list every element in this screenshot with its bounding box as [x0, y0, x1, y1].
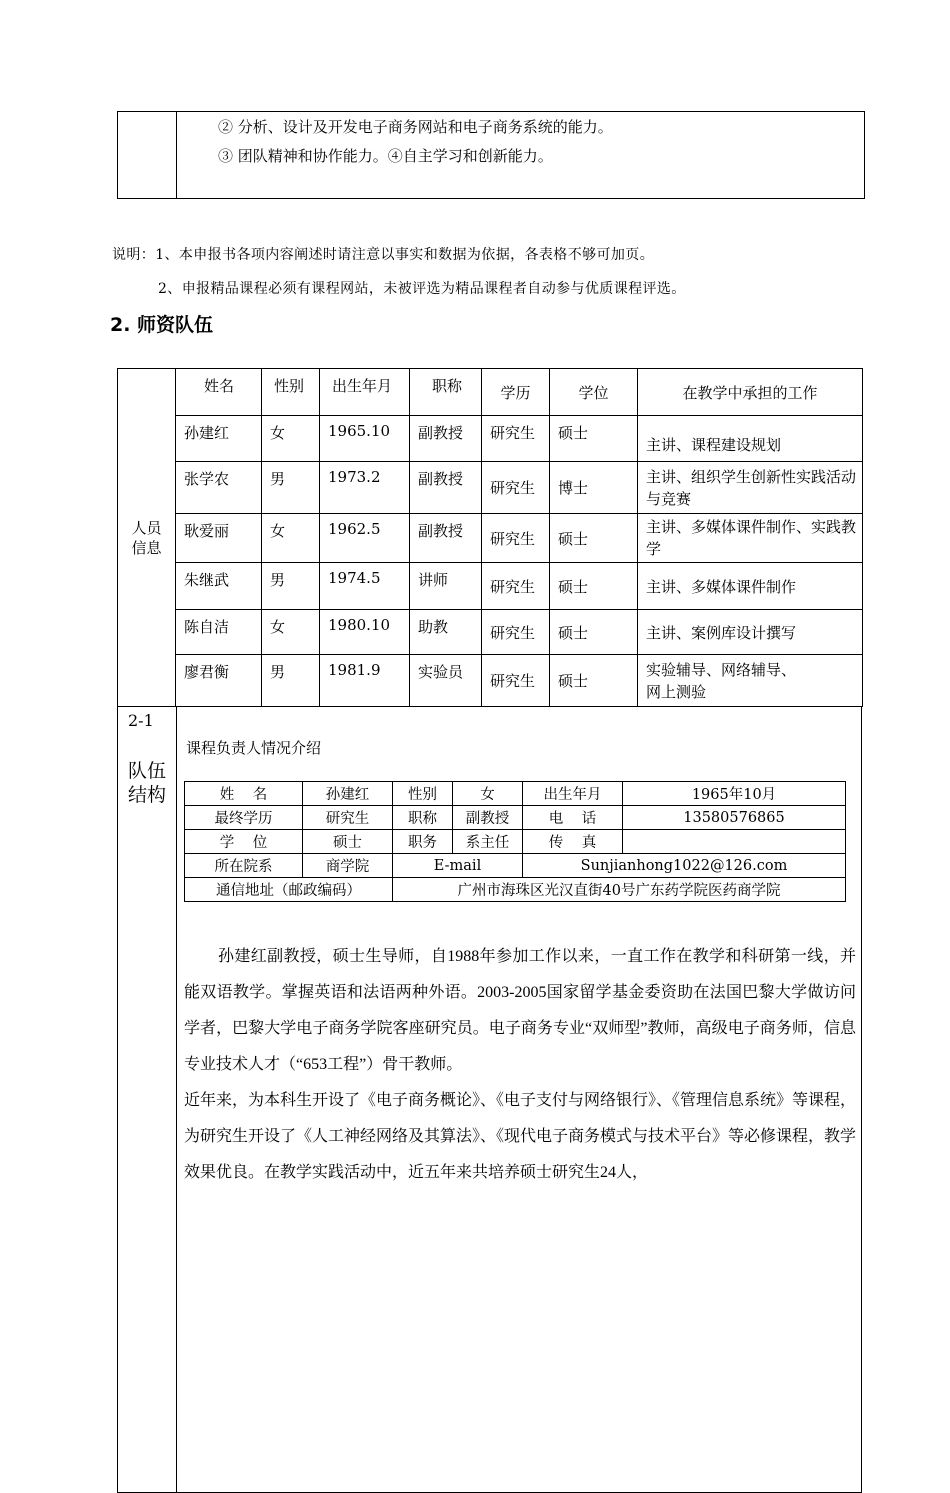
staff-work: 实验辅导、网络辅导、网上测验 — [638, 655, 863, 707]
personnel-info-label — [118, 369, 176, 707]
staff-name: 耿爱丽 — [176, 514, 262, 563]
staff-work: 主讲、课程建设规划 — [638, 416, 863, 462]
note-2: 2、申报精品课程必须有课程网站，未被评选为精品课程者自动参与优质课程评选。 — [158, 281, 686, 297]
staff-work: 主讲、多媒体课件制作 — [638, 563, 863, 610]
table-row — [118, 655, 863, 707]
table-row — [118, 610, 863, 655]
staff-title: 副教授 — [410, 416, 482, 462]
value-birth: 1965年10月 — [623, 782, 846, 806]
staff-gender: 男 — [262, 462, 320, 514]
label-phone: 电 话 — [523, 806, 623, 830]
staff-name: 孙建红 — [176, 416, 262, 462]
value-phone: 13580576865 — [623, 806, 846, 830]
staff-degree: 硕士 — [550, 416, 638, 462]
staff-birth: 1965.10 — [320, 416, 410, 462]
staff-work: 主讲、多媒体课件制作、实践教学 — [638, 514, 863, 563]
team-structure-section — [117, 707, 862, 1493]
staff-education: 研究生 — [482, 462, 550, 514]
value-name: 孙建红 — [303, 782, 393, 806]
staff-gender: 男 — [262, 563, 320, 610]
label-education: 最终学历 — [185, 806, 303, 830]
side-label-line-2: 信息 — [131, 538, 162, 557]
column-divider — [176, 707, 177, 1492]
value-email: Sunjianhong1022@126.com — [523, 854, 846, 878]
staff-birth: 1980.10 — [320, 610, 410, 655]
value-title: 副教授 — [453, 806, 523, 830]
label-birth: 出生年月 — [523, 782, 623, 806]
label-title: 职称 — [393, 806, 453, 830]
staff-education: 研究生 — [482, 563, 550, 610]
table-row — [185, 878, 846, 902]
bio-paragraph-1: 孙建红副教授，硕士生导师，自1988年参加工作以来，一直工作在教学和科研第一线，并能双语教学。掌握英语和法语两种外语。2003-2005国家留学基金委资助在法国巴黎大学做访问学者，巴黎大学电子商务学院客座研究员。电子商务专业“双师型”教师，高级电子商务师，信息专业技术人才（“653工程”）骨干教师。 — [184, 948, 856, 1073]
staff-degree: 硕士 — [550, 610, 638, 655]
leader-info-table — [184, 781, 846, 902]
header-name: 姓名 — [176, 369, 262, 416]
header-title: 职称 — [410, 369, 482, 416]
leader-intro-title: 课程负责人情况介绍 — [186, 739, 322, 757]
objective-line-1: ② 分析、设计及开发电子商务网站和电子商务系统的能力。 — [218, 118, 613, 136]
team-structure-label: 队伍结构 — [128, 760, 167, 806]
staff-title: 副教授 — [410, 514, 482, 563]
staff-education: 研究生 — [482, 416, 550, 462]
section-title: 2. 师资队伍 — [110, 314, 214, 336]
label-gender: 性别 — [393, 782, 453, 806]
header-gender: 性别 — [262, 369, 320, 416]
column-divider — [176, 112, 177, 198]
label-email: E-mail — [393, 854, 523, 878]
leader-biography — [184, 939, 856, 1191]
staff-birth: 1981.9 — [320, 655, 410, 707]
staff-birth: 1973.2 — [320, 462, 410, 514]
value-degree: 硕士 — [303, 830, 393, 854]
table-row — [185, 782, 846, 806]
staff-name: 陈自洁 — [176, 610, 262, 655]
table-row — [185, 830, 846, 854]
value-gender: 女 — [453, 782, 523, 806]
staff-gender: 女 — [262, 610, 320, 655]
staff-degree: 硕士 — [550, 514, 638, 563]
staff-degree: 博士 — [550, 462, 638, 514]
table-row — [118, 563, 863, 610]
label-degree: 学 位 — [185, 830, 303, 854]
note-1: 说明：1、本申报书各项内容阐述时请注意以事实和数据为依据，各表格不够可加页。 — [112, 247, 655, 263]
staff-title: 副教授 — [410, 462, 482, 514]
header-work: 在教学中承担的工作 — [638, 369, 863, 416]
staff-education: 研究生 — [482, 655, 550, 707]
value-education: 研究生 — [303, 806, 393, 830]
table-row — [185, 806, 846, 830]
staff-header-row — [118, 369, 863, 416]
staff-degree: 硕士 — [550, 655, 638, 707]
staff-gender: 男 — [262, 655, 320, 707]
staff-birth: 1974.5 — [320, 563, 410, 610]
staff-name: 张学农 — [176, 462, 262, 514]
staff-education: 研究生 — [482, 514, 550, 563]
objective-line-2: ③ 团队精神和协作能力。④自主学习和创新能力。 — [218, 147, 553, 165]
table-row — [118, 514, 863, 563]
staff-gender: 女 — [262, 514, 320, 563]
table-row — [185, 854, 846, 878]
staff-education: 研究生 — [482, 610, 550, 655]
label-duty: 职务 — [393, 830, 453, 854]
header-birth: 出生年月 — [320, 369, 410, 416]
side-label-line-1: 人员 — [131, 518, 162, 537]
label-address: 通信地址（邮政编码） — [185, 878, 393, 902]
header-degree: 学位 — [550, 369, 638, 416]
bio-paragraph-2: 近年来，为本科生开设了《电子商务概论》、《电子支付与网络银行》、《管理信息系统》等课程，为研究生开设了《人工神经网络及其算法》、《现代电子商务模式与技术平台》等必修课程，教学效果优良。在教学实践活动中，近五年来共培养硕士研究生24人， — [184, 1092, 857, 1181]
staff-degree: 硕士 — [550, 563, 638, 610]
staff-title: 助教 — [410, 610, 482, 655]
staff-name: 朱继武 — [176, 563, 262, 610]
staff-title: 实验员 — [410, 655, 482, 707]
value-fax — [623, 830, 846, 854]
objectives-box — [117, 111, 865, 199]
label-fax: 传 真 — [523, 830, 623, 854]
staff-work: 主讲、组织学生创新性实践活动与竞赛 — [638, 462, 863, 514]
section-number: 2-1 — [128, 711, 154, 730]
staff-name: 廖君衡 — [176, 655, 262, 707]
label-department: 所在院系 — [185, 854, 303, 878]
staff-gender: 女 — [262, 416, 320, 462]
staff-birth: 1962.5 — [320, 514, 410, 563]
value-address: 广州市海珠区光汉直街40号广东药学院医药商学院 — [393, 878, 846, 902]
staff-title: 讲师 — [410, 563, 482, 610]
staff-work: 主讲、案例库设计撰写 — [638, 610, 863, 655]
label-name: 姓 名 — [185, 782, 303, 806]
staff-table — [117, 368, 863, 707]
value-duty: 系主任 — [453, 830, 523, 854]
table-row — [118, 416, 863, 462]
table-row — [118, 462, 863, 514]
value-department: 商学院 — [303, 854, 393, 878]
header-education: 学历 — [482, 369, 550, 416]
